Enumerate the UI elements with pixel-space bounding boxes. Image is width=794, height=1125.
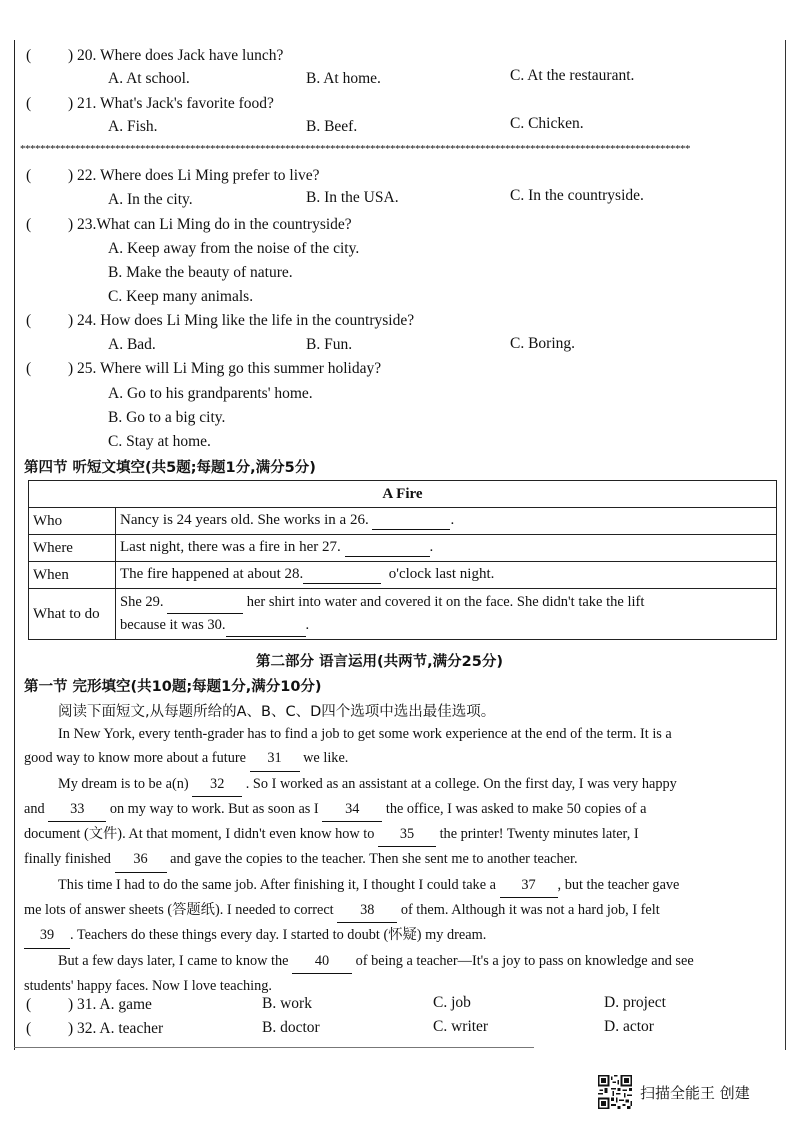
answer-paren: ( (26, 996, 32, 1013)
question-24-stem: ) 24. How does Li Ming like the life in the countryside? (68, 312, 415, 329)
passage-line: good way to know more about a future 31 we like. (24, 746, 779, 771)
question-22-stem: ) 22. Where does Li Ming prefer to live? (68, 167, 320, 184)
instruction-text: 阅读下面短文,从每题所给的A、B、C、D四个选项中选出最佳选项。 (58, 704, 496, 720)
blank-36[interactable]: 36 (115, 847, 167, 872)
row-key-what-to-do: What to do (29, 589, 116, 640)
q21-option-a: A. Fish. (108, 118, 158, 135)
answer-paren: ( (26, 216, 32, 233)
table-title: A Fire (29, 481, 777, 508)
question-21-stem: ) 21. What's Jack's favorite food? (68, 95, 274, 112)
section-1-title: 第一节 完形填空(共10题;每题1分,满分10分) (24, 679, 322, 695)
q25-option-b: B. Go to a big city. (108, 409, 226, 426)
row-content-where: Last night, there was a fire in her 27. . (116, 535, 777, 562)
q20-option-a: A. At school. (108, 70, 190, 87)
passage-line: document (文件). At that moment, I didn't even know how to 35 the printer! Twenty minutes later, I (24, 822, 779, 847)
passage (24, 722, 779, 998)
blank-34[interactable]: 34 (322, 797, 382, 822)
q21-option-c: C. Chicken. (510, 115, 584, 132)
q31-option-b: B. work (262, 995, 312, 1012)
q31-option-c: C. job (433, 994, 471, 1011)
q23-option-c: C. Keep many animals. (108, 288, 254, 305)
row-content-who: Nancy is 24 years old. She works in a 26. . (116, 508, 777, 535)
question-25-stem: ) 25. Where will Li Ming go this summer holiday? (68, 360, 382, 377)
scanner-watermark (598, 1075, 750, 1109)
table-row (29, 562, 777, 589)
row-key-when: When (29, 562, 116, 589)
row-content-what-to-do: She 29. her shirt into water and covered it on the face. She didn't take the lift because it was 30. . (116, 589, 777, 640)
blank-27[interactable] (345, 539, 430, 557)
q25-option-a: A. Go to his grandparents' home. (108, 385, 313, 402)
blank-29[interactable] (167, 591, 243, 614)
part-2-title: 第二部分 语言运用(共两节,满分25分) (256, 654, 503, 670)
question-32-stem: ) 32. A. teacher (68, 1020, 164, 1037)
passage-line: My dream is to be a(n) 32 . So I worked as an assistant at a college. On the first day, I was very happy (24, 772, 779, 797)
row-content-when: The fire happened at about 28. o'clock last night. (116, 562, 777, 589)
blank-26[interactable] (372, 512, 450, 530)
q24-option-b: B. Fun. (306, 336, 353, 353)
fire-table (28, 480, 777, 640)
passage-line: But a few days later, I came to know the 40 of being a teacher—It's a joy to pass on knowledge and see (24, 949, 779, 974)
q20-option-c: C. At the restaurant. (510, 67, 635, 84)
q32-option-b: B. doctor (262, 1019, 320, 1036)
blank-31[interactable]: 31 (250, 746, 300, 771)
passage-line: finally finished 36 and gave the copies to the teacher. Then she sent me to another teacher. (24, 847, 779, 872)
q31-option-d: D. project (604, 994, 666, 1011)
blank-33[interactable]: 33 (48, 797, 106, 822)
q24-option-c: C. Boring. (510, 335, 576, 352)
passage-line: me lots of answer sheets (答题纸). I needed to correct 38 of them. Although it was not a hard job, I felt (24, 898, 779, 923)
watermark-text: 扫描全能王 创建 (640, 1083, 750, 1102)
star-separator: ************************************************************************************************************************************** (20, 143, 690, 155)
answer-paren: ( (26, 95, 32, 112)
q23-option-b: B. Make the beauty of nature. (108, 264, 293, 281)
right-margin-line (785, 40, 786, 1050)
left-margin-line (14, 40, 15, 1050)
q24-option-a: A. Bad. (108, 336, 156, 353)
qr-code-icon (598, 1075, 632, 1109)
blank-35[interactable]: 35 (378, 822, 436, 847)
section-4-title: 第四节 听短文填空(共5题;每题1分,满分5分) (24, 460, 316, 476)
q32-option-c: C. writer (433, 1018, 489, 1035)
table-row (29, 508, 777, 535)
q25-option-c: C. Stay at home. (108, 433, 211, 450)
blank-38[interactable]: 38 (337, 898, 397, 923)
passage-line: 39 . Teachers do these things every day. I started to doubt (怀疑) my dream. (24, 923, 779, 948)
question-31-stem: ) 31. A. game (68, 996, 152, 1013)
answer-paren: ( (26, 1020, 32, 1037)
answer-paren: ( (26, 47, 32, 64)
table-row (29, 535, 777, 562)
passage-line: students' happy faces. Now I love teaching. (24, 977, 272, 994)
row-key-where: Where (29, 535, 116, 562)
question-20-stem: ) 20. Where does Jack have lunch? (68, 47, 284, 64)
answer-paren: ( (26, 312, 32, 329)
passage-line: This time I had to do the same job. After finishing it, I thought I could take a 37 , but the teacher gave (24, 873, 779, 898)
passage-line: In New York, every tenth-grader has to find a job to get some work experience at the end of the term. It is a (58, 726, 672, 742)
bottom-rule (14, 1047, 534, 1048)
q22-option-c: C. In the countryside. (510, 187, 644, 204)
answer-paren: ( (26, 167, 32, 184)
blank-39[interactable]: 39 (24, 923, 70, 948)
blank-37[interactable]: 37 (500, 873, 558, 898)
q23-option-a: A. Keep away from the noise of the city. (108, 240, 360, 257)
q21-option-b: B. Beef. (306, 118, 358, 135)
row-key-who: Who (29, 508, 116, 535)
blank-32[interactable]: 32 (192, 772, 242, 797)
q22-option-b: B. In the USA. (306, 189, 399, 206)
q32-option-d: D. actor (604, 1018, 654, 1035)
q20-option-b: B. At home. (306, 70, 381, 87)
q22-option-a: A. In the city. (108, 191, 193, 208)
question-23-stem: ) 23.What can Li Ming do in the countryside? (68, 216, 352, 233)
answer-paren: ( (26, 360, 32, 377)
blank-28[interactable] (303, 566, 381, 584)
blank-40[interactable]: 40 (292, 949, 352, 974)
blank-30[interactable] (226, 614, 306, 637)
passage-line: and 33 on my way to work. But as soon as I 34 the office, I was asked to make 50 copies of a (24, 797, 779, 822)
table-row (29, 589, 777, 640)
